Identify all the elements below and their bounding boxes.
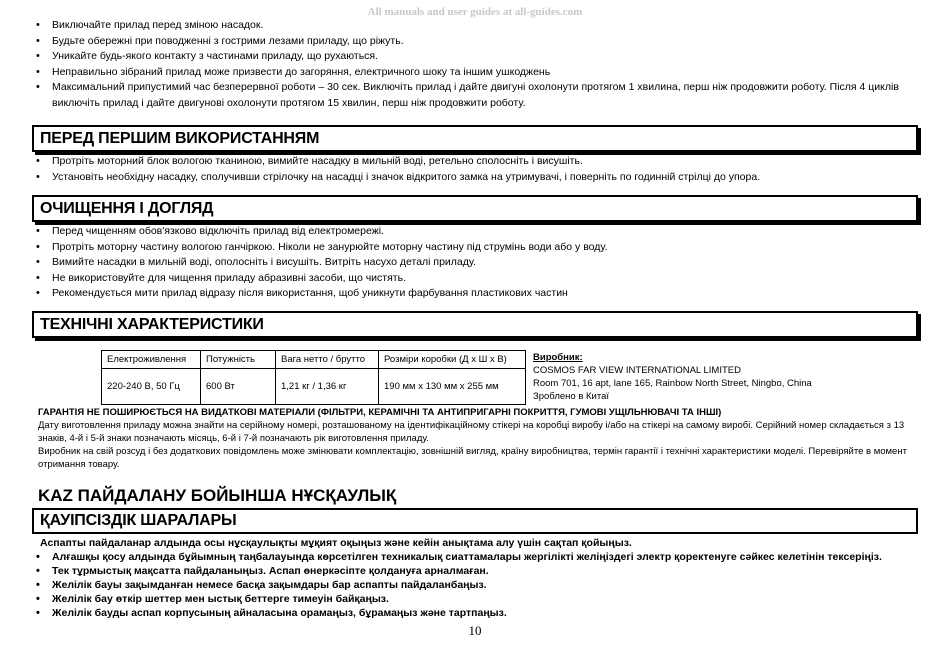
table-cell: 190 мм х 130 мм х 255 мм (379, 369, 526, 405)
guarantee-note: ГАРАНТІЯ НЕ ПОШИРЮЄТЬСЯ НА ВИДАТКОВІ МАТЕРІАЛИ (ФІЛЬТРИ, КЕРАМІЧНІ ТА АНТИПРИГАРНІ ПОКРИТТЯ, ГУМОВІ УЩІЛЬНЮВАЧІ ТА ІНШІ) (38, 407, 722, 418)
section-header-specs (32, 311, 918, 338)
manufacturer-line: Room 701, 16 apt, lane 165, Rainbow North Street, Ningbo, China (533, 378, 812, 389)
page-number: 10 (468, 623, 482, 638)
table-header-cell: Електроживлення (102, 351, 201, 369)
list-item: • Желілік бауы зақымданған немесе басқа зақымдары бар аспапты пайдаланбаңыз. (28, 578, 920, 592)
list-item: • Установіть необхідну насадку, сполучивши стрілочку на насадці і значок відкритого замка на утримувачі, і поверніть по годинній стрілці до упора. (28, 170, 920, 186)
table-header-cell: Розміри коробки (Д х Ш х В) (379, 351, 526, 369)
manufacturer-line: COSMOS FAR VIEW INTERNATIONAL LIMITED (533, 365, 741, 376)
specs-table (101, 350, 526, 405)
list-item: • Будьте обережні при поводженні з гострими лезами приладу, що ріжуть. (28, 34, 920, 50)
list-item: • Тек тұрмыстық мақсатта пайдаланыңыз. Аспап өнеркәсіпте қолдануға арналмаған. (28, 564, 920, 578)
watermark: All manuals and user guides at all-guides.com (367, 6, 583, 18)
list-item: • Вимийте насадки в мильній воді, ополосніть і висушіть. Витріть насухо деталі приладу. (28, 255, 920, 271)
kaz-intro: Аспапты пайдаланар алдында осы нұсқаулықты мұқият оқыңыз және кейін анықтама алу үшін сақтап қойыңыз. (40, 537, 632, 549)
list-item: • Виключайте прилад перед зміною насадок. (28, 18, 920, 34)
list-item: • Максимальний припустимий час безперервної роботи – 30 сек. Виключіть прилад і дайте двигуні охолонути протягом 1 хвилина, перш ніж продовжити роботу. Після 4 циклів виключіть прилад і дайте двигунові охолонути протягом 15 хвилин, перш ніж продовжити роботу. (28, 80, 920, 111)
list-item: • Алғашқы қосу алдында бұйымның таңбалауында көрсетілген техникалық сиаттамалары жергілікті желіңіздегі электр қоректенуге сәйкес келетінін тексеріңіз. (28, 550, 920, 564)
cleaning-list (28, 224, 920, 302)
table-cell: 220-240 В, 50 Гц (102, 369, 201, 405)
serial-number-text: Дату виготовлення приладу можна знайти на серійному номері, розташованому на ідентифікаційному стікері на коробці виробу і/або на стікері на самому виробі. Серійний номер складається з 13 знаків, 4-й і 5-й знаки позначають місяць, 6-й і 7-й позначають рік виготовлення приладу. (38, 420, 905, 444)
section-title: ҚАУІПСІЗДІК ШАРАЛАРЫ (40, 512, 237, 529)
kaz-safety-list (28, 550, 920, 620)
list-item: • Желілік бау өткір шеттер мен ыстық беттерге тимеуін байқаңыз. (28, 592, 920, 606)
list-item: • Протріть моторну частину вологою ганчіркою. Ніколи не занурюйте моторну частину під струмінь води або у воду. (28, 240, 920, 256)
list-item: • Не використовуйте для чищення приладу абразивні засоби, що чистять. (28, 271, 920, 287)
table-header-cell: Потужність (201, 351, 276, 369)
list-item: • Желілік бауды аспап корпусының айналасына орамаңыз, бұрамаңыз және тартпаңыз. (28, 606, 920, 620)
list-item: • Рекомендується мити прилад відразу після використання, щоб уникнути фарбування пластикових частин (28, 286, 920, 302)
manufacturer-title: Виробник: (533, 352, 583, 363)
table-cell: 1,21 кг / 1,36 кг (276, 369, 379, 405)
list-item: • Неправильно зібраний прилад може призвести до загоряння, електричного шоку та іншим ушкоджень (28, 65, 920, 81)
section-header-before-use (32, 125, 918, 152)
list-item: • Перед чищенням обов'язково відключіть прилад від електромережі. (28, 224, 920, 240)
before-use-list (28, 154, 920, 185)
section-title: ОЧИЩЕННЯ І ДОГЛЯД (40, 199, 214, 217)
manufacturer-notice: Виробник на свій розсуд і без додаткових повідомлень може змінювати комплектацію, зовнішній вигляд, країну виробництва, термін гарантії і технічні характеристики моделі. Перевіряйте в момент отримання товару. (38, 446, 907, 470)
table-cell: 600 Вт (201, 369, 276, 405)
section-title: ТЕХНІЧНІ ХАРАКТЕРИСТИКИ (40, 315, 264, 333)
list-item: • Протріть моторний блок вологою тканиною, вимийте насадку в мильній воді, ретельно сполосніть і висушіть. (28, 154, 920, 170)
manufacturer-line: Зроблено в Китаї (533, 391, 610, 402)
safety-list (28, 18, 920, 111)
manufacturer-block (533, 351, 812, 403)
list-item: • Уникайте будь-якого контакту з частинами приладу, що рухаються. (28, 49, 920, 65)
section-title: ПЕРЕД ПЕРШИМ ВИКОРИСТАННЯМ (40, 129, 320, 147)
section-header-cleaning (32, 195, 918, 222)
kaz-heading: KAZ ПАЙДАЛАНУ БОЙЫНША НҰСҚАУЛЫҚ (38, 486, 397, 505)
table-header-cell: Вага нетто / брутто (276, 351, 379, 369)
section-header-kaz-safety (32, 508, 918, 534)
